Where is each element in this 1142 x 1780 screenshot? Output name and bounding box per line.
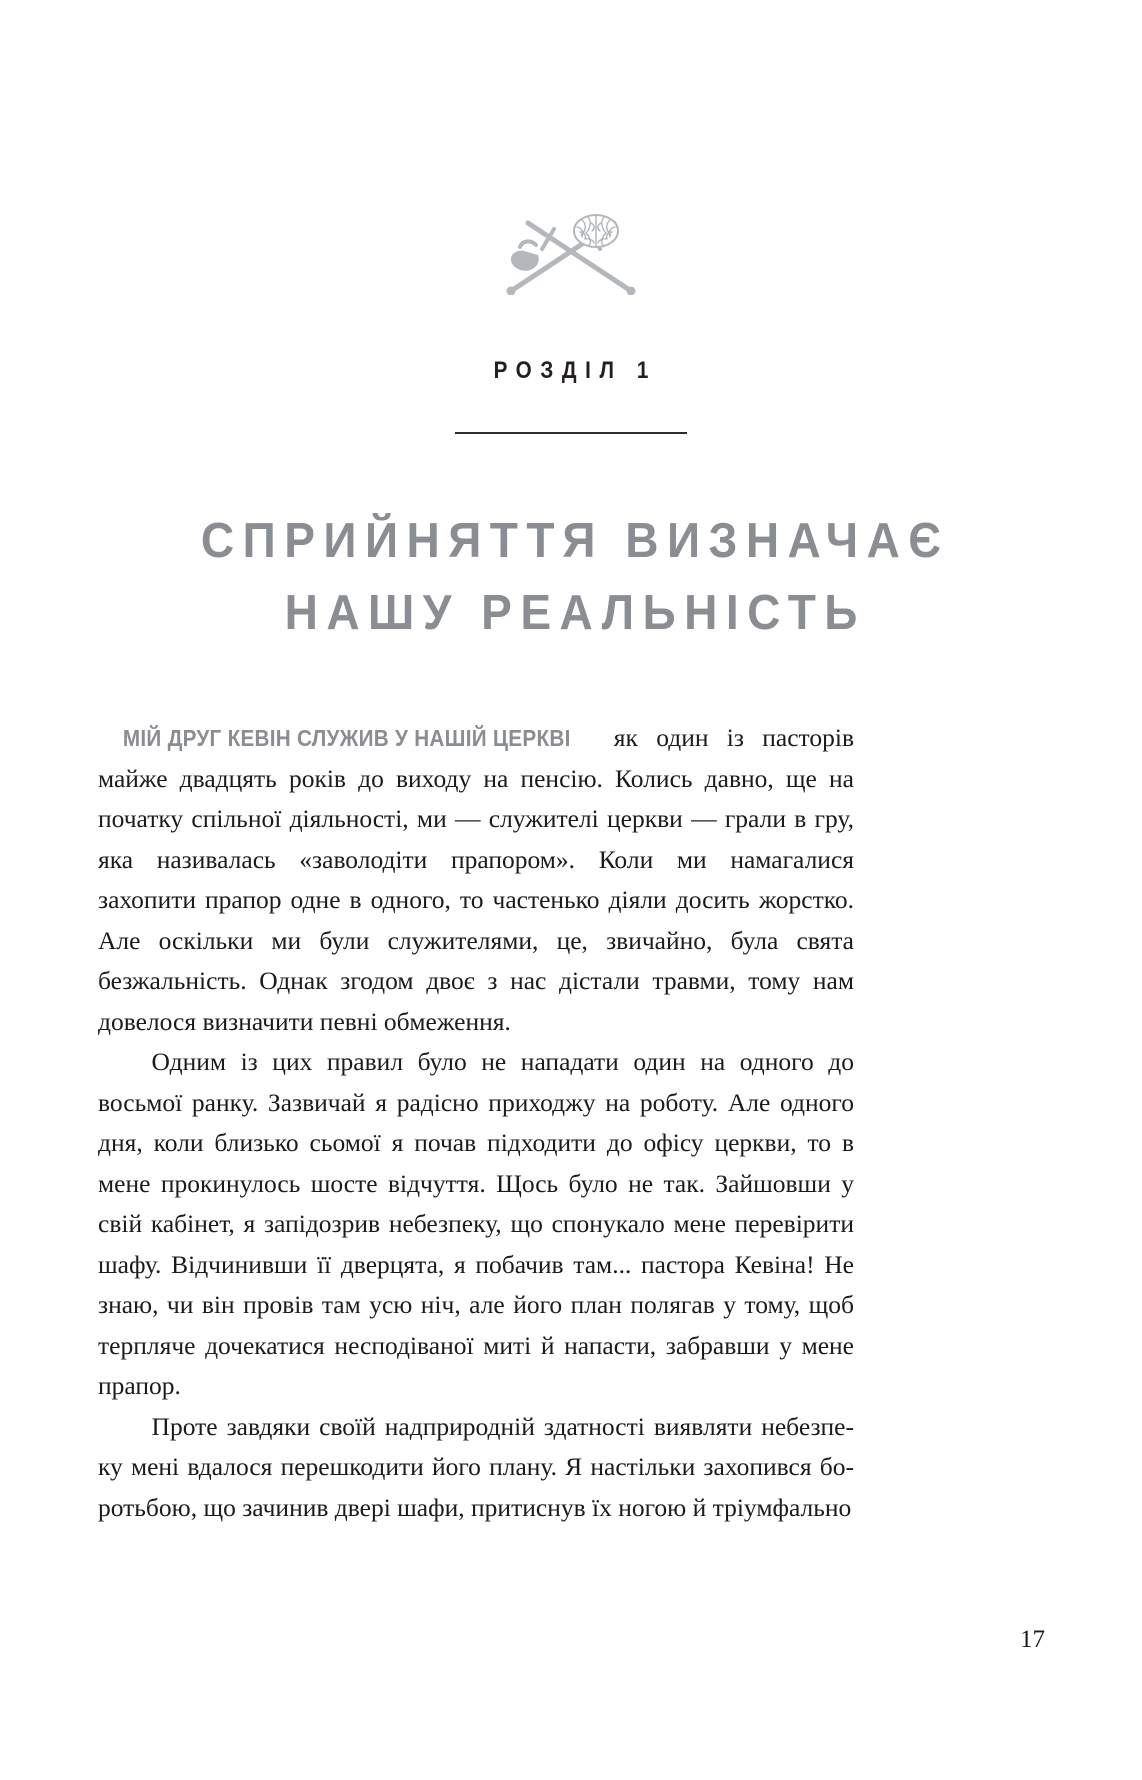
chapter-divider xyxy=(0,432,1142,434)
chapter-title-line-1: СПРИЙНЯТТЯ ВИЗНАЧАЄ xyxy=(200,513,950,568)
divider-rule xyxy=(455,432,687,434)
paragraph-lead-in: МІЙ ДРУГ КЕВІН СЛУЖИВ У НАШІЙ ЦЕРКВІ xyxy=(122,725,571,751)
paragraph-2: Одним із цих правил було не нападати один на одного до восьмої ранку. Зазвичай я радісно приходжу на роботу. Але одного дня, коли близько сьомої я почав підходити до офісу церкви, то в мене прокинулось шосте відчуття. Щось було не так. Зайшовши у свій кабінет, я запідозрив небезпеку, що спонукало мене перевірити шафу. Відчинивши її дверцята, я побачив там... пастора Кевіна! Не знаю, чи він провів там усю ніч, але його план полягав у тому, щоб терпляче дочекатися несподіваної миті й напасти, забравши у мене прапор. xyxy=(98,1047,854,1400)
page-number: 17 xyxy=(1020,1626,1045,1653)
paragraph-3: Проте завдяки своїй надприродній здатності виявляти небезпеку мені вдалося перешкодити його плану. Я настільки захопився боротьбою, що зачинив двері шафи, притиснув їх ногою й тріумфально xyxy=(98,1411,854,1522)
chapter-ornament xyxy=(0,205,1142,295)
body-text xyxy=(98,718,854,1528)
paragraph-1-text: як один із пасторів майже двадцять років до виходу на пенсію. Колись давно, ще на початку спільної діяльності, ми — служителі церкви — грали в гру, яка називалась «заволодіти прапором». Коли ми намагалися захопити прапор одне в одного, то частенько діяли досить жорстко. Але оскільки ми були служителями, це, звичайно, була свята безжальність. Однак згодом двоє з нас дістали травми, тому нам довелося визначити певні обмеження. xyxy=(98,723,854,1036)
chapter-title-line-2: НАШУ РЕАЛЬНІСТЬ xyxy=(284,585,866,640)
chapter-label: РОЗДІЛ 1 xyxy=(493,357,657,384)
chapter-title xyxy=(119,505,1023,649)
paragraph-1 xyxy=(98,718,854,1042)
crossed-swords-and-brain-icon xyxy=(496,205,646,295)
